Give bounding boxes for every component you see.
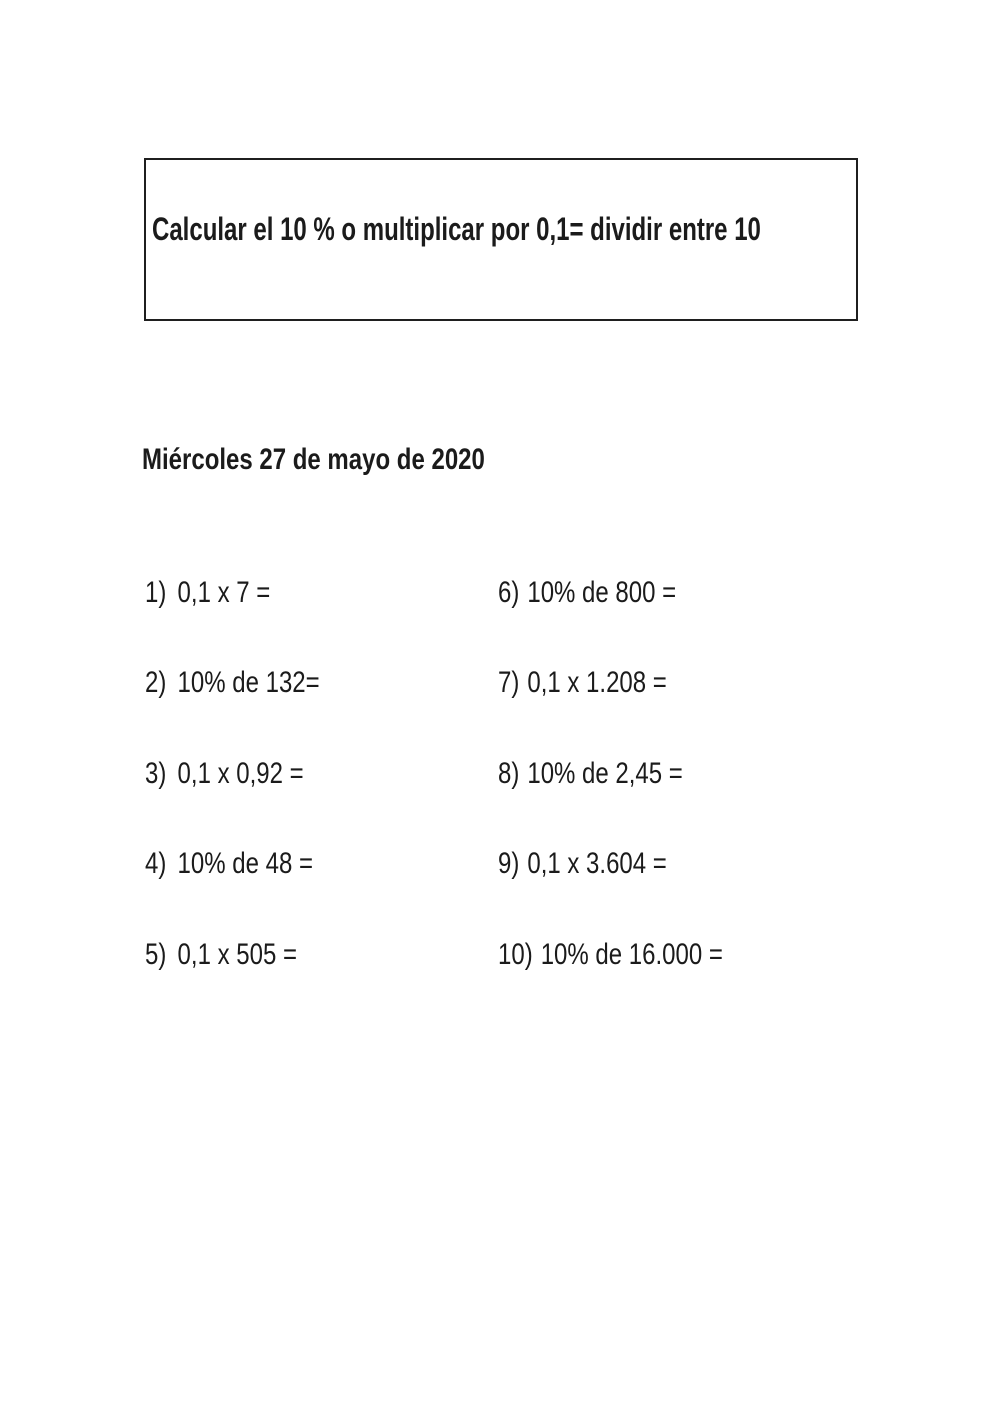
exercise-expression: 10% de 800 =	[527, 576, 677, 609]
exercise-item-5	[145, 938, 297, 971]
exercise-expression: 0,1 x 505 =	[177, 938, 297, 971]
exercise-number: 4)	[145, 847, 167, 880]
exercise-number: 5)	[145, 938, 167, 971]
exercise-item-1	[145, 576, 270, 609]
date-heading: Miércoles 27 de mayo de 2020	[142, 443, 485, 476]
exercise-expression: 0,1 x 7 =	[177, 576, 271, 609]
exercise-number: 1)	[145, 576, 167, 609]
exercise-item-4	[145, 847, 313, 880]
exercise-number: 10)	[498, 938, 533, 971]
exercise-expression: 0,1 x 3.604 =	[527, 847, 667, 880]
worksheet-title: Calcular el 10 % o multiplicar por 0,1= dividir entre 10	[152, 211, 761, 247]
exercise-number: 8)	[498, 757, 520, 790]
exercise-number: 3)	[145, 757, 167, 790]
exercise-item-3	[145, 757, 304, 790]
exercise-item-6	[498, 576, 676, 609]
exercise-expression: 10% de 132=	[177, 666, 320, 699]
exercise-item-9	[498, 847, 667, 880]
exercise-number: 7)	[498, 666, 520, 699]
exercise-item-2	[145, 666, 320, 699]
exercise-item-7	[498, 666, 667, 699]
exercise-expression: 10% de 2,45 =	[527, 757, 683, 790]
exercise-expression: 10% de 16.000 =	[540, 938, 723, 971]
exercise-expression: 10% de 48 =	[177, 847, 313, 880]
exercise-item-8	[498, 757, 683, 790]
exercise-number: 6)	[498, 576, 520, 609]
exercise-number: 9)	[498, 847, 520, 880]
exercise-expression: 0,1 x 0,92 =	[177, 757, 304, 790]
exercise-expression: 0,1 x 1.208 =	[527, 666, 667, 699]
exercise-number: 2)	[145, 666, 167, 699]
exercise-item-10	[498, 938, 723, 971]
